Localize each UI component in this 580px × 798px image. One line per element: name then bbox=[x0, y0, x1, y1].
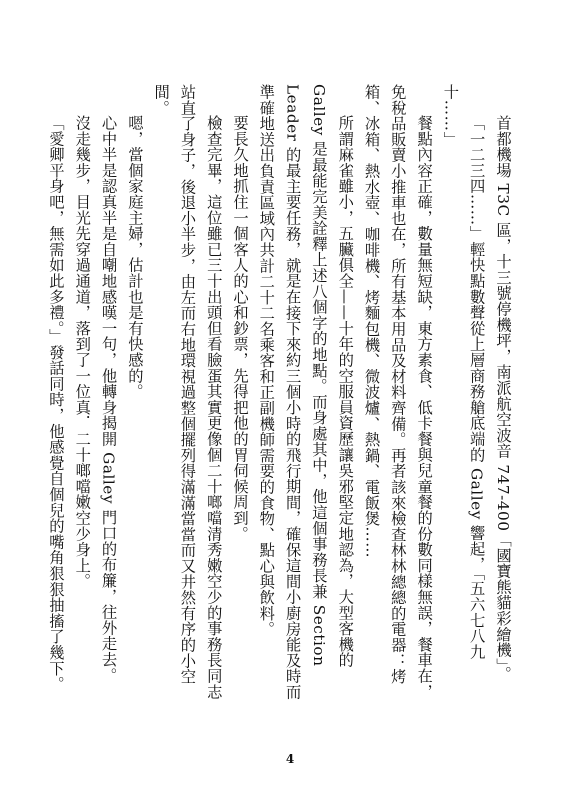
paragraph: 檢查完畢，這位雖已三十出頭但看臉蛋其實更像個二十啷噹清秀嫩空少的事務長同志站直了身子，後退小半步，由左而右地環視過整個擺列得滿滿當當而又井然有序的小空間。 bbox=[152, 84, 223, 700]
body-text bbox=[43, 84, 516, 714]
paragraph: 要長久地抓住一個客人的心和鈔票，先得把他的胃伺候周到。 bbox=[231, 114, 250, 542]
paragraph: 「一二三四……」輕快點數聲從上層商務艙底端的 Galley 響起，「五六七八九十……」 bbox=[441, 84, 486, 660]
page-number: 4 bbox=[285, 752, 295, 766]
paragraph: 餐點內容正確，數量無短缺，東方素食、低卡餐與兒童餐的份數同樣無誤，餐車在，免稅品販賣小推車也在，所有基本用品及材料齊備。再者該來檢查林林總總的電器：烤箱、冰箱、熱水壺、咖啡機、烤麵包機、微波爐、熱鍋、電飯煲…… bbox=[362, 84, 434, 700]
paragraph: 沒走幾步，目光先穿過通道，落到了一位真．二十啷噹嫩空少身上。 bbox=[73, 114, 92, 589]
paragraph: 所謂麻雀雖小，五臟俱全——十年的空服員資歷讓吳邪堅定地認為，大型客機的 Galley 是最能完美詮釋上述八個字的地點。而身處其中，他這個事務長兼 Section Leader 的最主要任務，就是在接下來約三個小時的飛行期間，確保這間小廚房能及時而準確地送出負責區域內共計二十二名乘客和正副機師需要的食物、點心與飲料。 bbox=[257, 84, 355, 700]
paragraph: 心中半是認真半是自嘲地感嘆一句，他轉身揭開 Galley 門口的布簾，往外走去。 bbox=[99, 114, 118, 683]
paragraph: 「愛卿平身吧，無需如此多禮。」發話同時，他感覺自個兒的嘴角狠狠抽搐了幾下。 bbox=[46, 114, 65, 692]
paragraph: 嗯，當個家庭主婦，估計也是有快感的。 bbox=[125, 114, 144, 399]
paragraph: 首都機場 T3C 區，十三號停機坪，南派航空波音 747-400「國寶熊貓彩繪機」。 bbox=[494, 114, 512, 682]
